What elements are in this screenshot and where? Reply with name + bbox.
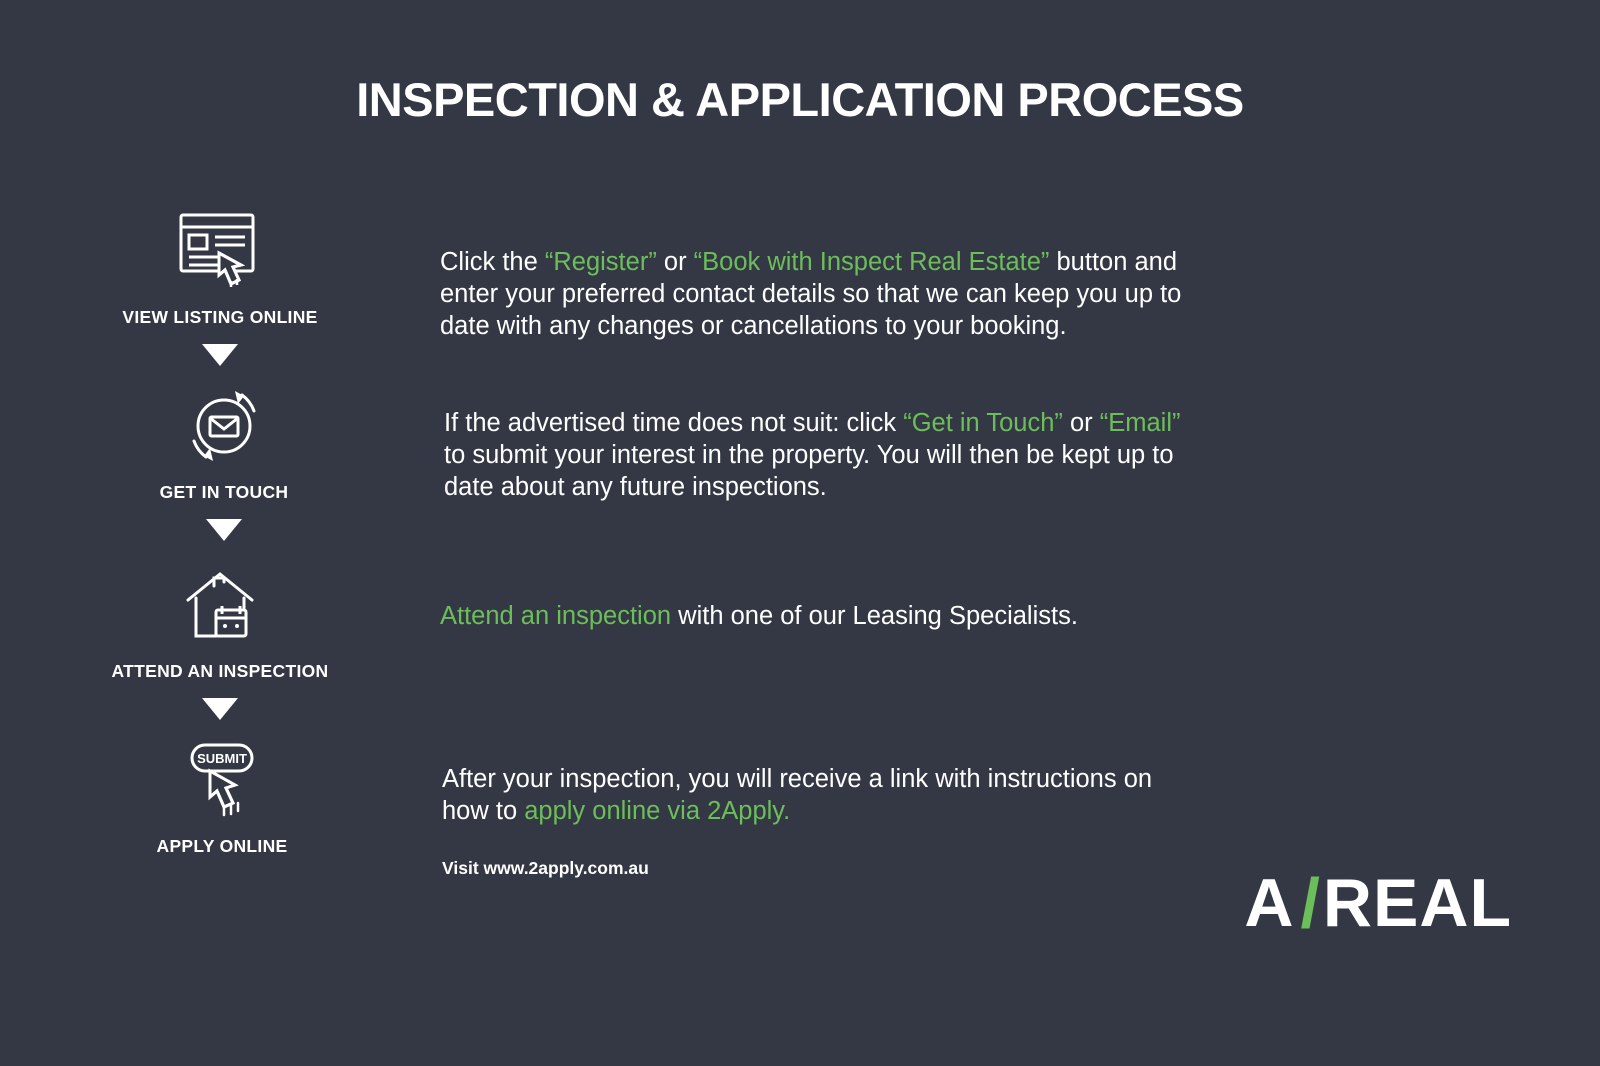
step-3-text-part-1: Attend an inspection (440, 602, 672, 630)
email-refresh-icon (174, 380, 274, 472)
step-4-description (442, 764, 1202, 828)
step-3-label: ATTEND AN INSPECTION (111, 661, 329, 681)
step-4-text-column (442, 734, 1600, 879)
brand-logo (1244, 864, 1512, 942)
process-step-get-in-touch (0, 380, 1600, 541)
step-4-text-part-1: After your inspection, you will receive a link with instructions on how to (442, 765, 1153, 825)
page-title: INSPECTION & APPLICATION PROCESS (356, 73, 1244, 126)
step-2-label: GET IN TOUCH (159, 482, 289, 502)
step-1-text-part-2: “Register” (544, 248, 657, 276)
process-step-attend-an-inspection (0, 559, 1600, 720)
step-2-text-part-2: “Get in Touch” (903, 409, 1063, 437)
step-3-text-column (440, 559, 1600, 633)
step-1-text-part-5: button and enter your preferred contact details so that we can keep you up to date with any changes or cancellations to your booking. (440, 248, 1182, 340)
process-step-view-listing-online (0, 205, 1600, 366)
listing-online-icon (170, 205, 270, 297)
step-2-text-part-5: to submit your interest in the property. You will then be kept up to date about any future inspections. (444, 440, 1174, 501)
step-2-arrow-down-icon (206, 519, 242, 541)
step-1-text-part-3: or (656, 248, 694, 276)
step-1-description (440, 247, 1200, 343)
step-1-text-part-4: “Book with Inspect Real Estate” (693, 248, 1050, 276)
step-2-icon-column (4, 380, 444, 541)
step-1-label: VIEW LISTING ONLINE (122, 307, 318, 327)
step-1-icon-column (0, 205, 440, 366)
process-steps (0, 205, 1600, 879)
step-2-text-part-4: “Email” (1099, 409, 1181, 437)
process-step-apply-online (0, 734, 1600, 879)
step-2-description (444, 408, 1204, 504)
step-4-icon-column (2, 734, 442, 857)
logo-letter-a: A (1244, 865, 1295, 941)
logo-word-real: REAL (1322, 865, 1512, 941)
submit-button-label: SUBMIT (197, 751, 247, 766)
step-3-text-part-2: with one of our Leasing Specialists. (671, 602, 1078, 630)
step-2-text-part-1: If the advertised time does not suit: click (444, 409, 904, 437)
step-1-text-column (440, 205, 1600, 343)
house-calendar-icon (170, 559, 270, 651)
step-4-label: APPLY ONLINE (156, 836, 288, 856)
step-3-icon-column (0, 559, 440, 720)
step-3-arrow-down-icon (202, 698, 238, 720)
submit-click-icon (172, 734, 272, 826)
step-2-text-column (444, 380, 1600, 504)
step-1-text-part-1: Click the (440, 248, 545, 276)
step-4-note: Visit www.2apply.com.au (442, 857, 649, 878)
step-1-arrow-down-icon (202, 344, 238, 366)
step-2-text-part-3: or (1062, 409, 1100, 437)
logo-slash-icon: / (1300, 864, 1321, 942)
step-3-description (440, 601, 1200, 633)
step-4-text-part-2: apply online via 2Apply. (524, 796, 791, 825)
